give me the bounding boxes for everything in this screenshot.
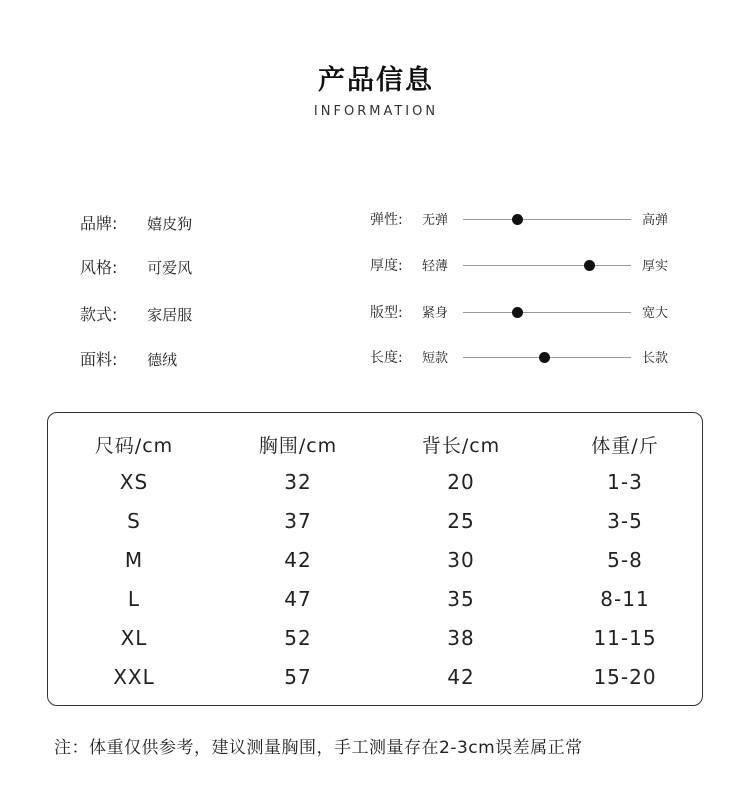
info-row-fabric: [80, 347, 177, 370]
table-cell: 1-3: [607, 470, 643, 494]
table-cell: 42: [447, 665, 475, 689]
table-cell: M: [124, 548, 144, 572]
info-value: 家居服: [147, 306, 193, 324]
info-label: 风格:: [80, 258, 118, 277]
table-cell: 32: [284, 470, 312, 494]
scale-elasticity: [370, 209, 690, 231]
info-label: 面料:: [80, 350, 118, 369]
scale-track: [463, 312, 631, 313]
table-cell: XL: [120, 626, 148, 650]
scale-label: 厚度:: [370, 258, 403, 274]
page-subtitle: INFORMATION: [313, 104, 439, 119]
info-label: 品牌:: [80, 214, 118, 233]
table-cell: 52: [284, 626, 312, 650]
table-cell: 35: [447, 587, 475, 611]
size-table: [47, 412, 703, 706]
scale-indicator-dot: [584, 260, 595, 271]
table-cell: 15-20: [593, 665, 657, 689]
table-cell: 57: [284, 665, 312, 689]
page-title: 产品信息: [318, 65, 434, 96]
scale-track: [463, 265, 631, 266]
table-cell: 25: [447, 509, 475, 533]
scale-label: 弹性:: [370, 212, 403, 228]
table-cell: XXL: [113, 665, 155, 689]
scale-indicator-dot: [539, 352, 550, 363]
info-row-style: [80, 255, 192, 278]
table-cell: 37: [284, 509, 312, 533]
scale-label: 版型:: [370, 305, 403, 321]
scale-thickness: [370, 255, 690, 277]
table-cell: 3-5: [607, 509, 643, 533]
scale-low-label: 紧身: [422, 306, 449, 321]
table-cell: 42: [284, 548, 312, 572]
table-cell: 38: [447, 626, 475, 650]
scale-fit: [370, 302, 690, 324]
scale-high-label: 高弹: [642, 213, 669, 228]
table-cell: XS: [119, 470, 149, 494]
scale-label: 长度:: [370, 350, 403, 366]
info-row-type: [80, 302, 192, 325]
header-back-length: 背长/cm: [421, 435, 501, 457]
scale-low-label: 无弹: [422, 213, 449, 228]
scale-low-label: 短款: [422, 351, 449, 366]
table-cell: 20: [447, 470, 475, 494]
table-cell: 30: [447, 548, 475, 572]
scale-indicator-dot: [512, 214, 523, 225]
header-chest: 胸围/cm: [258, 435, 338, 457]
info-value: 可爱风: [147, 259, 193, 277]
header-weight: 体重/斤: [591, 435, 659, 457]
table-cell: 5-8: [607, 548, 643, 572]
table-cell: L: [127, 587, 141, 611]
scale-track: [463, 219, 631, 220]
info-value: 嬉皮狗: [147, 215, 193, 233]
table-cell: 11-15: [593, 626, 657, 650]
footnote: 注：体重仅供参考，建议测量胸围，手工测量存在2-3cm误差属正常: [54, 738, 583, 758]
info-value: 德绒: [147, 351, 178, 369]
scale-high-label: 宽大: [642, 306, 669, 321]
info-row-brand: [80, 211, 192, 234]
table-cell: S: [127, 509, 141, 533]
scale-high-label: 厚实: [642, 259, 669, 274]
scale-low-label: 轻薄: [422, 259, 449, 274]
scale-indicator-dot: [512, 307, 523, 318]
table-cell: 47: [284, 587, 312, 611]
info-label: 款式:: [80, 305, 118, 324]
scale-length: [370, 347, 690, 369]
scale-high-label: 长款: [642, 351, 669, 366]
table-cell: 8-11: [600, 587, 650, 611]
header-size: 尺码/cm: [94, 435, 174, 457]
